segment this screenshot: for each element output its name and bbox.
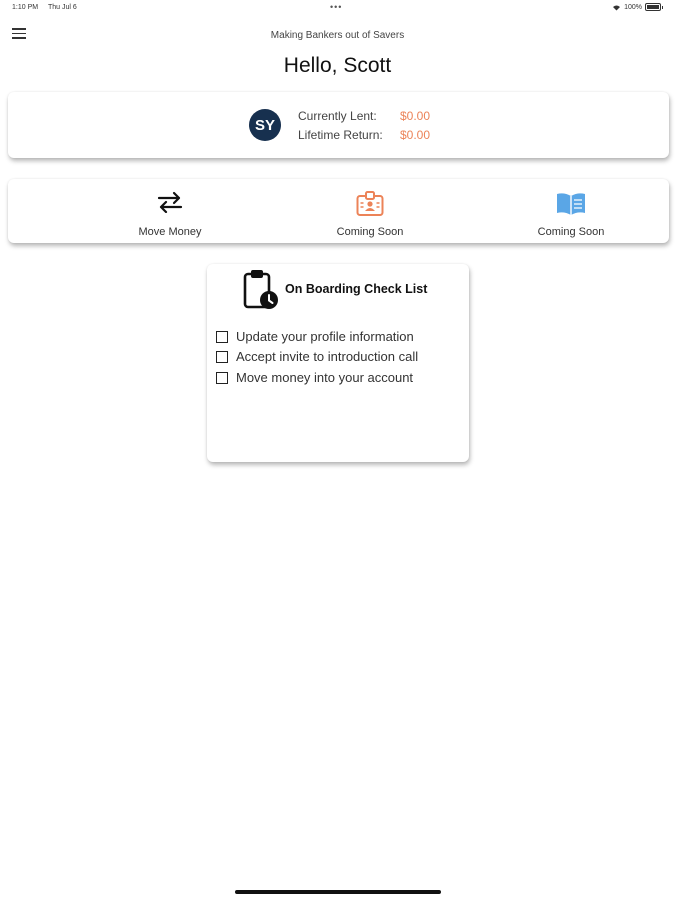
clipboard-clock-icon: [242, 267, 282, 311]
currently-lent-label: Currently Lent:: [298, 109, 377, 123]
battery-cap: [662, 6, 663, 9]
coming-soon-button-badge[interactable]: [290, 179, 450, 243]
status-bar: [0, 0, 675, 16]
avatar[interactable]: SY: [249, 109, 281, 141]
greeting-title: Hello, Scott: [283, 54, 392, 77]
checkbox[interactable]: [216, 372, 228, 384]
battery-icon: [645, 3, 661, 11]
checkbox[interactable]: [216, 331, 228, 343]
lifetime-return-label: Lifetime Return:: [298, 128, 383, 142]
checklist-item-intro-call[interactable]: [216, 349, 418, 364]
currently-lent-value: $0.00: [400, 109, 431, 123]
coming-soon-label-1: Coming Soon: [336, 226, 404, 238]
app-tagline: Making Bankers out of Savers: [270, 30, 405, 41]
status-date: Thu Jul 6: [48, 4, 77, 11]
checklist-item-label: Update your profile information: [236, 329, 414, 344]
home-indicator[interactable]: [235, 890, 441, 894]
move-money-button[interactable]: [90, 179, 250, 243]
currently-lent-row: [298, 109, 431, 123]
checklist-item-move-money[interactable]: [216, 370, 413, 385]
id-badge-icon: [356, 191, 384, 217]
checkbox[interactable]: [216, 351, 228, 363]
lifetime-return-row: [298, 128, 431, 142]
account-summary-card: [8, 92, 669, 158]
checklist-item-label: Move money into your account: [236, 370, 414, 385]
status-time: 1:10 PM: [12, 4, 39, 11]
wifi-icon: [612, 4, 621, 11]
coming-soon-button-book[interactable]: [491, 179, 651, 243]
checklist-item-profile[interactable]: [216, 329, 414, 344]
onboarding-checklist-card: [207, 264, 469, 462]
move-money-label: Move Money: [138, 226, 202, 238]
checklist-title: On Boarding Check List: [285, 282, 428, 296]
battery-percentage: 100%: [624, 3, 642, 11]
quick-actions-card: [8, 179, 669, 243]
lifetime-return-value: $0.00: [400, 128, 431, 142]
swap-arrows-icon: [157, 191, 183, 213]
open-book-icon: [555, 191, 587, 217]
status-indicators: [612, 3, 663, 11]
checklist-item-label: Accept invite to introduction call: [236, 349, 419, 364]
multitasking-dots[interactable]: •••: [330, 2, 343, 12]
coming-soon-label-2: Coming Soon: [537, 226, 605, 238]
